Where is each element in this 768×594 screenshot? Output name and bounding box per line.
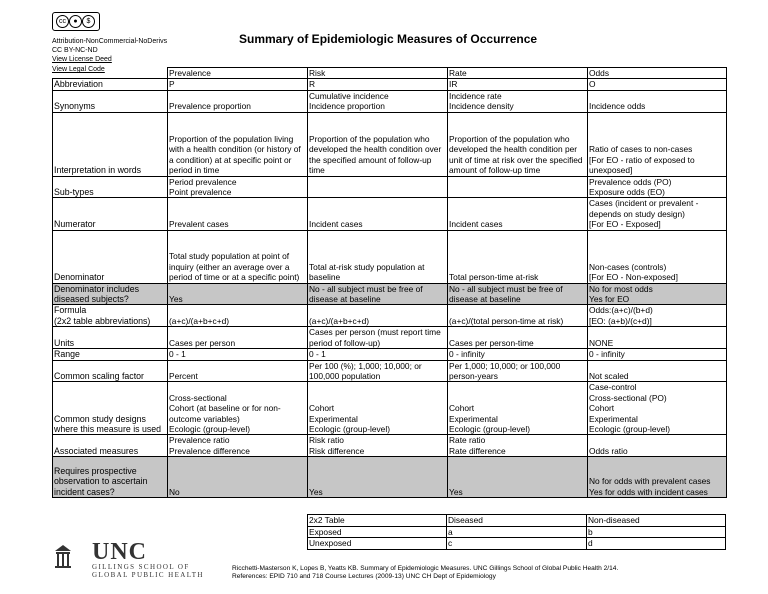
table-cell: NONE xyxy=(588,327,727,349)
table-cell: (a+c)/(a+b+c+d) xyxy=(168,305,308,327)
table-cell: 0 - infinity xyxy=(448,349,588,360)
two-by-two-cell: Diseased xyxy=(447,515,587,527)
table-row xyxy=(53,349,727,360)
table-cell: Yes xyxy=(168,283,308,305)
table-cell: 0 - infinity xyxy=(588,349,727,360)
two-by-two-cell: c xyxy=(447,538,587,550)
table-cell: Prevalence proportion xyxy=(168,90,308,112)
table-cell: Total person-time at-risk xyxy=(448,230,588,283)
table-cell: Cases per person-time xyxy=(448,327,588,349)
table-cell: Odds:(a+c)/(b+d) [EO: (a+b)/(c+d)] xyxy=(588,305,727,327)
table-cell: Incident cases xyxy=(448,198,588,230)
table-cell: Incidence odds xyxy=(588,90,727,112)
table-cell: (a+c)/(total person-time at risk) xyxy=(448,305,588,327)
table-row xyxy=(53,79,727,90)
table-cell: Cases (incident or prevalent - depends on study design) [For EO - Exposed] xyxy=(588,198,727,230)
row-label: Denominator xyxy=(53,230,168,283)
table-row xyxy=(53,112,727,176)
column-header: Prevalence xyxy=(168,68,308,79)
table-row xyxy=(53,230,727,283)
table-cell: No - all subject must be free of disease at baseline xyxy=(448,283,588,305)
header-corner xyxy=(53,68,168,79)
table-cell: IR xyxy=(448,79,588,90)
table-cell: Cases per person xyxy=(168,327,308,349)
table-cell: Not scaled xyxy=(588,360,727,382)
unc-wordmark: UNC xyxy=(92,539,147,565)
table-cell: Per 100 (%); 1,000; 10,000; or 100,000 population xyxy=(308,360,448,382)
row-label: Common study designs where this measure is used xyxy=(53,382,168,435)
two-by-two-cell: a xyxy=(447,526,587,538)
row-label: Requires prospective observation to ascertain incident cases? xyxy=(53,457,168,498)
table-cell: Cohort Experimental Ecologic (group-level) xyxy=(308,382,448,435)
row-label: Associated measures xyxy=(53,435,168,457)
table-cell: O xyxy=(588,79,727,90)
table-cell: P xyxy=(168,79,308,90)
table-cell: (a+c)/(a+b+c+d) xyxy=(308,305,448,327)
two-by-two-cell: d xyxy=(587,538,726,550)
table-cell: Cases per person (must report time period of follow-up) xyxy=(308,327,448,349)
school-line: GLOBAL PUBLIC HEALTH xyxy=(92,571,204,579)
two-by-two-row xyxy=(308,515,726,527)
no-dollar-icon: $ xyxy=(82,15,95,28)
two-by-two-cell: 2x2 Table xyxy=(308,515,447,527)
person-icon: ● xyxy=(69,15,82,28)
license-name: Attribution-NonCommercial-NoDerivs xyxy=(52,38,168,45)
column-header: Rate xyxy=(448,68,588,79)
column-header: Odds xyxy=(588,68,727,79)
table-cell: Risk ratio Risk difference xyxy=(308,435,448,457)
table-cell: Incident cases xyxy=(308,198,448,230)
citation xyxy=(232,565,618,580)
table-cell: No - all subject must be free of disease at baseline xyxy=(308,283,448,305)
row-label: Formula (2x2 table abbreviations) xyxy=(53,305,168,327)
school-line: GILLINGS SCHOOL OF xyxy=(92,563,190,571)
table-cell xyxy=(448,176,588,198)
table-cell: Cohort Experimental Ecologic (group-level) xyxy=(448,382,588,435)
row-label: Abbreviation xyxy=(53,79,168,90)
table-cell: Proportion of the population living with a health condition (or history of a condition) at at specific point or period in time xyxy=(168,112,308,176)
row-label: Sub-types xyxy=(53,176,168,198)
table-row xyxy=(53,198,727,230)
table-cell: Case-control Cross-sectional (PO) Cohort Experimental Ecologic (group-level) xyxy=(588,382,727,435)
page-title: Summary of Epidemiologic Measures of Occurrence xyxy=(239,32,538,46)
table-cell: Non-cases (controls) [For EO - Non-exposed] xyxy=(588,230,727,283)
table-cell: Yes xyxy=(308,457,448,498)
two-by-two-row xyxy=(308,538,726,550)
row-label: Numerator xyxy=(53,198,168,230)
license-deed-link[interactable]: View License Deed xyxy=(52,56,112,63)
table-cell: Prevalence odds (PO) Exposure odds (EO) xyxy=(588,176,727,198)
row-label: Common scaling factor xyxy=(53,360,168,382)
school-name xyxy=(92,563,204,579)
two-by-two-cell: Exposed xyxy=(308,526,447,538)
table-cell: Total study population at point of inquiry (either an average over a period of time or at a specific point) xyxy=(168,230,308,283)
table-cell: No for odds with prevalent cases Yes for odds with incident cases xyxy=(588,457,727,498)
table-cell: Period prevalence Point prevalence xyxy=(168,176,308,198)
table-cell: Odds ratio xyxy=(588,435,727,457)
table-cell: Proportion of the population who developed the health condition over the specified amount of follow-up time xyxy=(308,112,448,176)
two-by-two-row xyxy=(308,526,726,538)
row-label: Synonyms xyxy=(53,90,168,112)
citation-line: References: EPID 710 and 718 Course Lectures (2009-13) UNC CH Dept of Epidemiology xyxy=(232,572,496,580)
two-by-two-table xyxy=(307,514,726,550)
table-header-row xyxy=(53,68,727,79)
table-cell: Total at-risk study population at baseline xyxy=(308,230,448,283)
row-label: Units xyxy=(53,327,168,349)
table-cell: Percent xyxy=(168,360,308,382)
table-cell: 0 - 1 xyxy=(168,349,308,360)
table-row xyxy=(53,457,727,498)
table-row xyxy=(53,305,727,327)
row-label: Denominator includes diseased subjects? xyxy=(53,283,168,305)
license-code: CC BY-NC-ND xyxy=(52,47,98,54)
table-row xyxy=(53,90,727,112)
cc-icon: cc xyxy=(56,15,69,28)
table-cell: Incidence rate Incidence density xyxy=(448,90,588,112)
table-cell: Cumulative incidence Incidence proportion xyxy=(308,90,448,112)
table-row xyxy=(53,283,727,305)
table-cell: Prevalence ratio Prevalence difference xyxy=(168,435,308,457)
table-cell xyxy=(308,176,448,198)
table-cell: No xyxy=(168,457,308,498)
row-label: Interpretation in words xyxy=(53,112,168,176)
table-cell: Rate ratio Rate difference xyxy=(448,435,588,457)
table-cell: Cross-sectional Cohort (at baseline or for non-outcome variables) Ecologic (group-level) xyxy=(168,382,308,435)
table-cell: R xyxy=(308,79,448,90)
two-by-two-cell: b xyxy=(587,526,726,538)
table-row xyxy=(53,435,727,457)
table-row xyxy=(53,360,727,382)
table-cell: Ratio of cases to non-cases [For EO - ratio of exposed to unexposed] xyxy=(588,112,727,176)
cc-license-logo xyxy=(52,12,100,31)
old-well-icon xyxy=(54,543,72,569)
table-cell: Yes xyxy=(448,457,588,498)
table-cell: 0 - 1 xyxy=(308,349,448,360)
measures-table xyxy=(52,67,727,498)
table-cell: Proportion of the population who developed the health condition per unit of time at risk over the specified amount of follow-up time xyxy=(448,112,588,176)
column-header: Risk xyxy=(308,68,448,79)
license-legal-link[interactable]: View Legal Code xyxy=(52,66,105,73)
table-row xyxy=(53,382,727,435)
table-cell: No for most odds Yes for EO xyxy=(588,283,727,305)
table-row xyxy=(53,327,727,349)
two-by-two-cell: Unexposed xyxy=(308,538,447,550)
table-cell: Per 1,000; 10,000; or 100,000 person-years xyxy=(448,360,588,382)
row-label: Range xyxy=(53,349,168,360)
citation-line: Ricchetti-Masterson K, Lopes B, Yeatts KB. Summary of Epidemiologic Measures. UNC Gillings School of Global Public Health 2/14. xyxy=(232,565,619,572)
table-row xyxy=(53,176,727,198)
two-by-two-cell: Non-diseased xyxy=(587,515,726,527)
table-cell: Prevalent cases xyxy=(168,198,308,230)
